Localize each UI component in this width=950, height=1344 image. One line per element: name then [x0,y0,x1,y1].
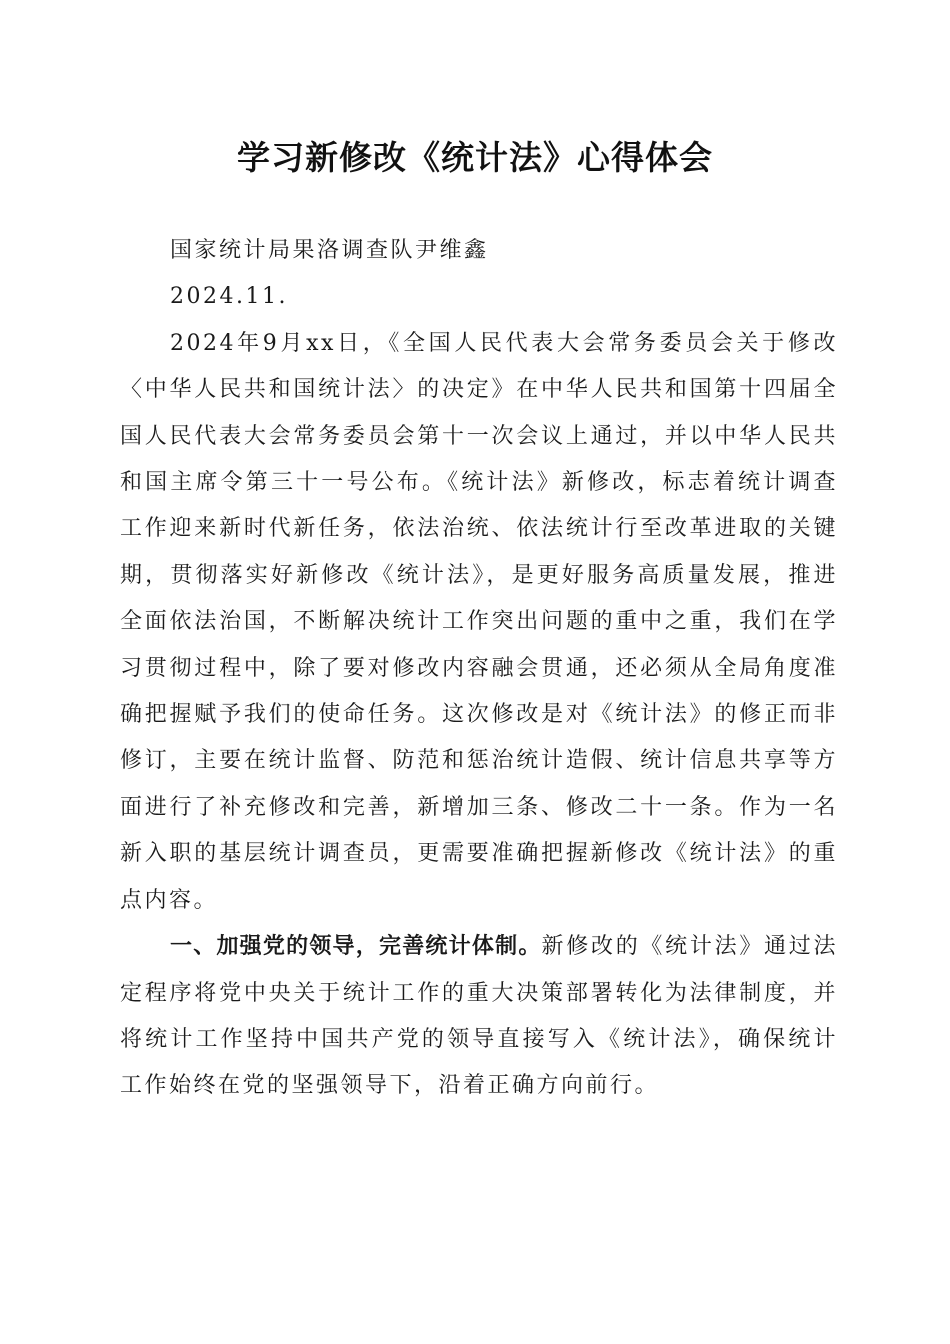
date-line: 2024.11. [170,284,288,310]
section-one-heading: 一、加强党的领导，完善统计体制。 [170,934,542,960]
intro-paragraph [120,321,838,924]
section-one-text: 新修改的《统计法》通过法定程序将党中央关于统计工作的重大决策部署转化为法律制度，并将统计工作坚持中国共产党的领导直接写入《统计法》，确保统计工作始终在党的坚强领导下，沿着正确方向前行。 [120,934,838,1099]
intro-paragraph-text: 2024年9月xx日，《全国人民代表大会常务委员会关于修改〈中华人民共和国统计法〉的决定》在中华人民共和国第十四届全国人民代表大会常务委员会第十一次会议上通过，并以中华人民共和国主席令第三十一号公布。《统计法》新修改，标志着统计调查工作迎来新时代新任务，依法治统、依法统计行至改革进取的关键期，贯彻落实好新修改《统计法》，是更好服务高质量发展，推进全面依法治国，不断解决统计工作突出问题的重中之重，我们在学习贯彻过程中，除了要对修改内容融会贯通，还必须从全局角度准确把握赋予我们的使命任务。这次修改是对《统计法》的修正而非修订，主要在统计监督、防范和惩治统计造假、统计信息共享等方面进行了补充修改和完善，新增加三条、修改二十一条。作为一名新入职的基层统计调查员，更需要准确把握新修改《统计法》的重点内容。 [120,330,838,913]
section-one-paragraph [120,924,838,1110]
document-title: 学习新修改《统计法》心得体会 [237,138,713,177]
document-body [120,228,838,1110]
author-line: 国家统计局果洛调查队尹维鑫 [170,238,489,263]
